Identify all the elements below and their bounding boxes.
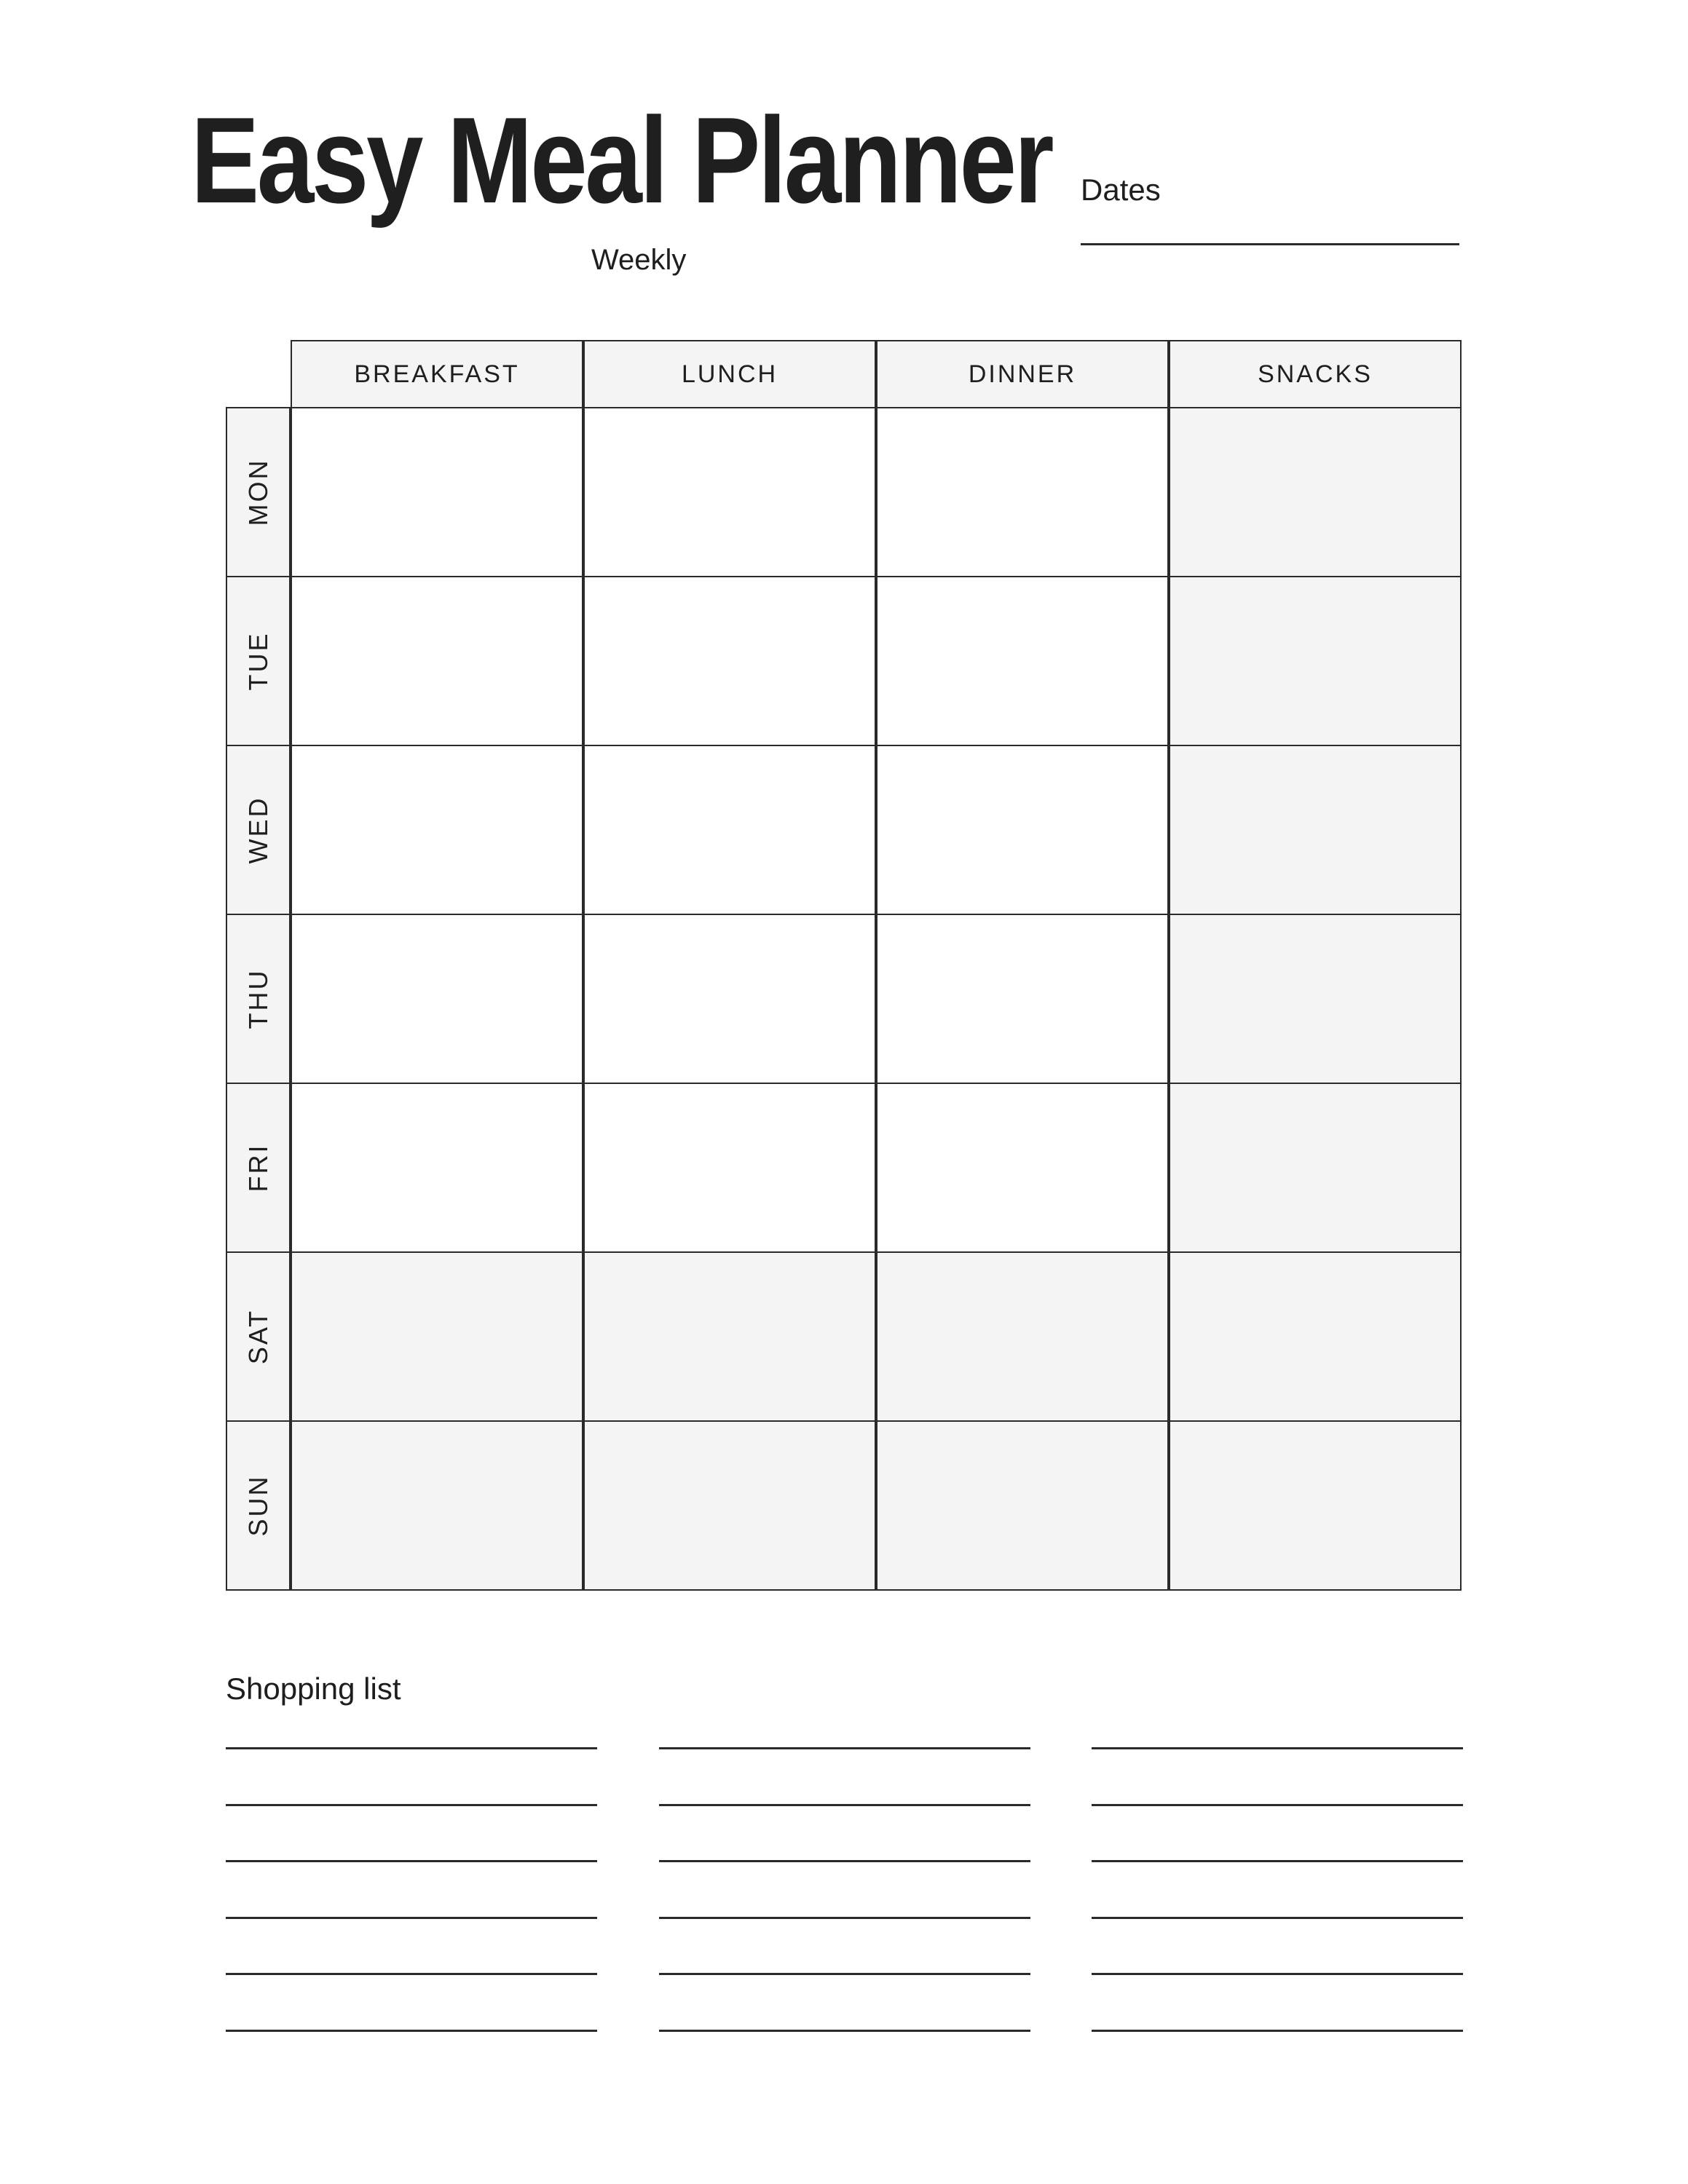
day-label-text: SUN (242, 1474, 273, 1537)
meal-cell-sun-lunch[interactable] (583, 1420, 876, 1591)
meal-cell-wed-lunch[interactable] (583, 745, 876, 915)
meal-cell-mon-snacks[interactable] (1169, 407, 1462, 577)
dates-label: Dates (1081, 173, 1161, 207)
day-label-text: TUE (242, 631, 273, 691)
day-label-wed (226, 745, 291, 915)
day-label-sun (226, 1420, 291, 1591)
meal-cell-tue-dinner[interactable] (876, 576, 1169, 746)
shopping-list-line[interactable] (659, 2030, 1030, 2032)
day-label-tue (226, 576, 291, 746)
meal-cell-thu-lunch[interactable] (583, 914, 876, 1084)
meal-cell-fri-breakfast[interactable] (291, 1083, 583, 1253)
shopping-list-line[interactable] (1092, 1747, 1463, 1749)
shopping-list-line[interactable] (226, 1860, 597, 1862)
page-title: Easy Meal Planner (191, 92, 1052, 229)
shopping-list-line[interactable] (659, 1747, 1030, 1749)
meal-planner-grid (226, 340, 1461, 1595)
meal-cell-thu-breakfast[interactable] (291, 914, 583, 1084)
meal-cell-wed-dinner[interactable] (876, 745, 1169, 915)
day-label-sat (226, 1251, 291, 1422)
shopping-list-line[interactable] (226, 1804, 597, 1806)
meal-cell-wed-breakfast[interactable] (291, 745, 583, 915)
shopping-list-line[interactable] (1092, 1860, 1463, 1862)
shopping-list-line[interactable] (226, 1917, 597, 1919)
day-label-text: SAT (242, 1308, 273, 1365)
meal-cell-fri-lunch[interactable] (583, 1083, 876, 1253)
meal-cell-mon-dinner[interactable] (876, 407, 1169, 577)
meal-cell-sun-snacks[interactable] (1169, 1420, 1462, 1591)
meal-cell-sun-dinner[interactable] (876, 1420, 1169, 1591)
day-label-text: THU (242, 968, 273, 1029)
meal-cell-fri-dinner[interactable] (876, 1083, 1169, 1253)
shopping-list-line[interactable] (1092, 1917, 1463, 1919)
meal-cell-fri-snacks[interactable] (1169, 1083, 1462, 1253)
meal-cell-wed-snacks[interactable] (1169, 745, 1462, 915)
column-header-breakfast: BREAKFAST (291, 340, 583, 408)
shopping-list-line[interactable] (659, 1917, 1030, 1919)
meal-cell-sun-breakfast[interactable] (291, 1420, 583, 1591)
page-subtitle: Weekly (591, 244, 687, 276)
shopping-list-line[interactable] (659, 1804, 1030, 1806)
column-header-lunch: LUNCH (583, 340, 876, 408)
meal-cell-sat-dinner[interactable] (876, 1251, 1169, 1422)
day-label-thu (226, 914, 291, 1084)
day-label-fri (226, 1083, 291, 1253)
meal-cell-tue-lunch[interactable] (583, 576, 876, 746)
day-label-text: WED (242, 796, 273, 864)
shopping-list-line[interactable] (1092, 2030, 1463, 2032)
shopping-list-line[interactable] (226, 1747, 597, 1749)
day-label-mon (226, 407, 291, 577)
meal-cell-mon-lunch[interactable] (583, 407, 876, 577)
shopping-list-line[interactable] (226, 1973, 597, 1975)
meal-cell-tue-breakfast[interactable] (291, 576, 583, 746)
dates-field-line[interactable] (1081, 243, 1459, 245)
column-header-snacks: SNACKS (1169, 340, 1462, 408)
shopping-list-title: Shopping list (226, 1671, 401, 1706)
shopping-list-line[interactable] (659, 1860, 1030, 1862)
shopping-list-line[interactable] (1092, 1804, 1463, 1806)
meal-cell-thu-dinner[interactable] (876, 914, 1169, 1084)
day-label-text: MON (242, 458, 273, 526)
shopping-list-line[interactable] (1092, 1973, 1463, 1975)
shopping-list-line[interactable] (226, 2030, 597, 2032)
meal-cell-sat-breakfast[interactable] (291, 1251, 583, 1422)
meal-cell-mon-breakfast[interactable] (291, 407, 583, 577)
column-header-dinner: DINNER (876, 340, 1169, 408)
day-label-text: FRI (242, 1143, 273, 1192)
meal-cell-sat-snacks[interactable] (1169, 1251, 1462, 1422)
meal-cell-sat-lunch[interactable] (583, 1251, 876, 1422)
shopping-list-line[interactable] (659, 1973, 1030, 1975)
meal-cell-tue-snacks[interactable] (1169, 576, 1462, 746)
meal-cell-thu-snacks[interactable] (1169, 914, 1462, 1084)
